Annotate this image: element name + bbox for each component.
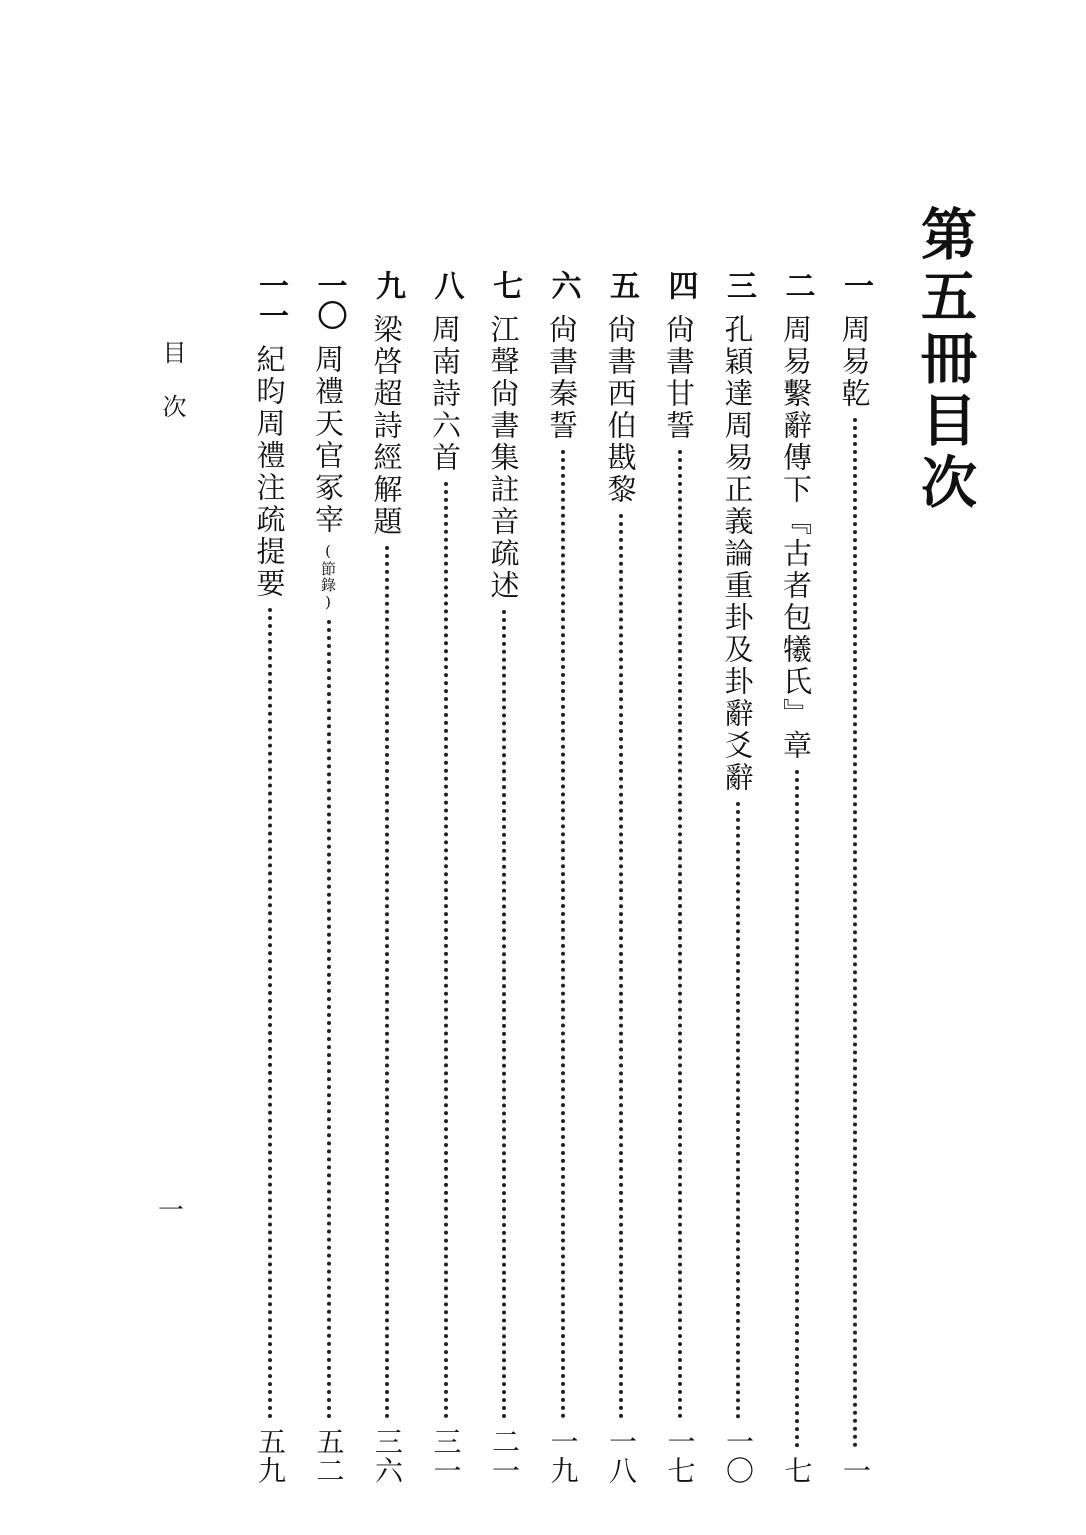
toc-entry[interactable] [655, 270, 705, 1485]
entry-page-number: 三六 [371, 1427, 404, 1485]
entry-title: 周禮天官冢宰 [311, 344, 345, 536]
entry-title: 周易繫辭傳下『古者包犧氏』章 [779, 314, 813, 762]
entry-title: 孔穎達周易正義論重卦及卦辭爻辭 [720, 314, 755, 794]
entry-number: 三 [721, 270, 756, 300]
entry-title: 周易乾 [837, 314, 872, 410]
entry-number: 一 [838, 270, 873, 300]
toc-entry[interactable] [362, 270, 412, 1485]
dot-leader [678, 450, 682, 1419]
dot-leader [502, 610, 506, 1419]
page-title: 第五冊目次 [912, 205, 978, 515]
entry-page-number: 五二 [312, 1427, 346, 1485]
toc-entry[interactable] [713, 270, 763, 1485]
entry-page-number: 三一 [429, 1427, 463, 1485]
entry-page-number: 七 [780, 1456, 814, 1485]
entry-page-number: 一〇 [722, 1427, 755, 1485]
entry-page-number: 一九 [546, 1427, 580, 1485]
entry-page-number: 一 [839, 1456, 872, 1485]
toc-entry[interactable] [245, 270, 295, 1485]
entry-page-number: 二一 [488, 1427, 521, 1485]
running-header: 目次 [158, 340, 186, 448]
entry-number: 七 [487, 270, 522, 300]
toc-entry[interactable] [479, 270, 529, 1485]
entry-number: 一〇 [311, 270, 347, 330]
entry-number: 四 [662, 270, 698, 300]
entry-number: 二 [779, 270, 815, 300]
toc-entry[interactable] [596, 270, 646, 1485]
entry-number: 六 [545, 270, 581, 300]
entry-title: 江聲尙書集註音疏述 [486, 314, 521, 602]
entry-title: 尙書甘誓 [662, 314, 696, 442]
entry-title: 尙書秦誓 [545, 314, 579, 442]
entry-number: 八 [428, 270, 464, 300]
toc-entry[interactable] [304, 270, 354, 1485]
toc-entry[interactable] [421, 270, 471, 1485]
entry-page-number: 五九 [254, 1427, 287, 1485]
toc-entry[interactable] [772, 270, 822, 1485]
dot-leader [853, 418, 857, 1448]
entry-title: 紀昀周禮注疏提要 [252, 344, 287, 600]
dot-leader [561, 450, 565, 1419]
entry-title: 尙書西伯戡黎 [603, 314, 638, 506]
entry-page-number: 一七 [663, 1427, 697, 1485]
toc-entry[interactable] [830, 270, 880, 1485]
dot-leader [385, 546, 389, 1419]
dot-leader [619, 514, 623, 1419]
entry-title: 周南詩六首 [428, 314, 462, 474]
entry-note: (節錄) [319, 542, 337, 612]
entry-title: 梁啓超詩經解題 [369, 314, 404, 538]
dot-leader [736, 802, 740, 1419]
page-number: 一 [158, 1196, 185, 1226]
entry-number: 五 [604, 270, 639, 300]
dot-leader [444, 482, 448, 1419]
toc-entry[interactable] [538, 270, 588, 1485]
entry-number: 九 [370, 270, 405, 300]
dot-leader [268, 608, 272, 1419]
dot-leader [327, 620, 331, 1419]
entry-page-number: 一八 [605, 1427, 638, 1485]
entry-number: 一一 [253, 270, 288, 330]
dot-leader [795, 770, 799, 1448]
